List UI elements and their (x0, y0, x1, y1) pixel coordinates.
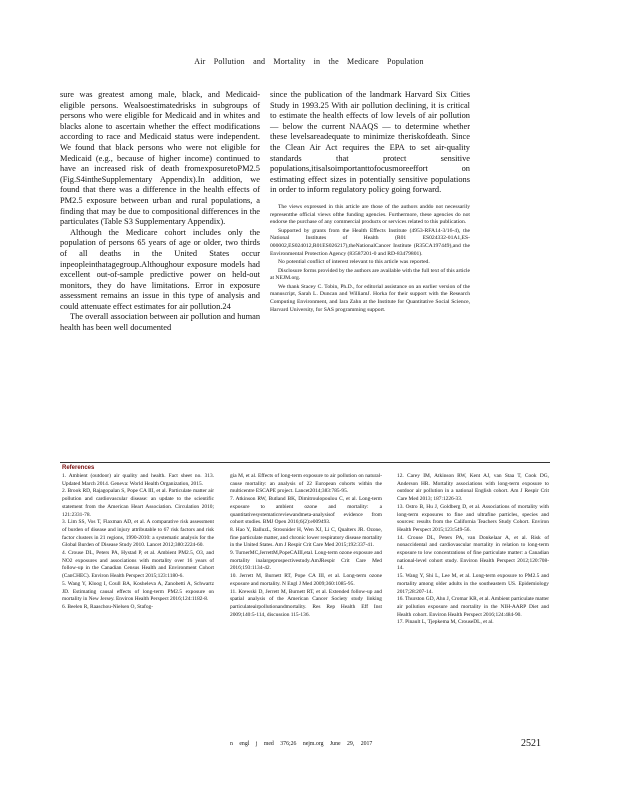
reference-item: 13. Ostro B, Hu J, Goldberg D, et al. Associations of mortality with long-term exposures to fine and ultrafine particles, species and sources: results from the California Teachers Study Cohort. Environ Health Perspect 2015;123:549-56. (397, 503, 549, 533)
body-paragraph: sure was greatest among male, black, and Medicaid-eligible persons. Wealsoestimatedrisks in subgroups of persons who were eligible for Medicaid and in whites and blacks alone to ascertain whether the effect modifications according to race and Medicaid status were independent. We found that black persons who were not eligible for Medicaid (e.g., because of higher income) continued to have an increased risk of death fromexposuretoPM2.5 (Fig.S4intheSupplementary Appendix).In addition, we found that there was a difference in the health effects of PM2.5 exposure between urban and rural populations, a finding that may be due to compositional differences in the particulates (Table S3 Supplementary Appendix). (60, 90, 260, 227)
note-paragraph: Disclosure forms provided by the authors are available with the full text of this article at NEJM.org. (270, 267, 470, 282)
body-paragraph: since the publication of the landmark Harvard Six Cities Study in 1993.25 With air pollution declining, it is critical to estimate the health effects of low levels of air pollution — below the current NAAQS — to determine whether these levelsareadequate to minimize theriskofdeath. Since the Clean Air Act requires the EPA to set air-quality standards that protect sensitive populations,itisalsoimportanttofocusmoreeffort on estimating effect sizes in potentially sensitive populations in order to inform regulatory policy going forward. (270, 90, 470, 195)
reference-item: 8. Hao Y, BalluzL, Strosnider H, Wen XJ, Li C, Qualters JR. Ozone, fine particulate matter, and chronic lower respiratory disease mortality in the United States. Am J Respir Crit Care Med 2015;192:337-41. (230, 526, 382, 549)
author-notes (270, 204, 470, 314)
body-column-right (270, 90, 470, 315)
references-column-2 (230, 473, 382, 619)
running-header: Air Pollution and Mortality in the Medicare Population (194, 57, 424, 66)
section-divider (60, 462, 550, 463)
note-paragraph: The views expressed in this article are those of the authors anddo not necessarily representthe official views ofthe funding agencies. Furthermore, these agencies do not endorse the purchase of any commercial products or services related to this publication. (270, 203, 470, 226)
reference-item: 2. Brook RD, Rajagopalan S, Pope CA III, et al. Particulate matter air pollution and cardiovascular disease: an update to the scientific statement from the American Heart Association. Circulation 2010; 121:2331-78. (62, 488, 214, 518)
page-number: 2521 (521, 738, 541, 749)
reference-item: gia M, et al. Effects of long-term exposure to air pollution on natural-cause mortality: an analysis of 22 European cohorts within the multicentre ESCAPE project. Lancet2014;383:785-95. (230, 473, 382, 495)
note-paragraph: No potential conflict of interest relevant to this article was reported. (278, 259, 430, 266)
reference-item: 7. Atkinson RW, Butland BK, Dimitroulopoulou C, et al. Long-term exposure to ambient ozone and mortality: a quantitativesystematicreviewandmeta-analysisof evidence from cohort studies. BMJ Open 2016;6(2):e009493. (230, 496, 382, 526)
reference-item: 4. Crouse DL, Peters PA, Hystad P, et al. Ambient PM2.5, O3, and NO2 exposures and associations with mortality over 16 years of follow-up in the Canadian Census Health and Environment Cohort (CanCHEC). Environ Health Perspect 2015;123:1180-6. (62, 550, 214, 580)
body-column-left (60, 90, 260, 334)
reference-item: 14. Crouse DL, Peters PA, van Donkelaar A, et al. Risk of nonaccidental and cardiovascular mortality in relation to long-term exposure to low concentrations of fine particulate matter: a Canadian national-level cohort study. Environ Health Perspect 2012;120:708-14. (397, 534, 549, 572)
reference-item: 11. Krewski D, Jerrett M, Burnett RT, et al. Extended follow-up and spatial analysis of the American Cancer Society study linking particulateairpollutionandmortality. Res Rep Health Eff Inst 2009;140:5-114, discussion 115-136. (230, 588, 382, 618)
reference-item: 9. TurnerMC,JerrettM,PopeCAIII,etal. Long-term ozone exposure and mortality inalargeprospectivestudy.AmJRespir Crit Care Med 2016;193:1134-42. (230, 550, 382, 572)
reference-item: 3. Lim SS, Vos T, Flaxman AD, et al. A comparative risk assessment of burden of disease and injury attributable to 67 risk factors and risk factor clusters in 21 regions, 1990-2010: a systematic analysis for the Global Burden of Disease Study 2010. Lancet 2012;380:2224-60. (62, 519, 214, 549)
reference-item: 12. Carey IM, Atkinson RW, Kent AJ, van Staa T, Cook DG, Anderson HR. Mortality associations with long-term exposure to outdoor air pollution in a national English cohort. Am J Respir Crit Care Med 2013; 187:1226-33. (397, 473, 549, 503)
body-paragraph: The overall association between air pollution and human health has been well documented (60, 312, 261, 333)
reference-item: 1. Ambient (outdoor) air quality and health. Fact sheet no. 313. Updated March 2014. Geneva: World Health Organization, 2015. (62, 473, 214, 487)
body-paragraph: Although the Medicare cohort includes only the population of persons 65 years of age or older, two thirds of all deaths in the United States occur inpeopleinthatagegroup.Althoughour exposure models had excellent out-of-sample predictive power on held-out monitors, they do have limitations. Error in exposure assessment remains an issue in this type of analysis and could attenuate effect estimates for air pollution.24 (60, 227, 260, 311)
references-column-3 (397, 473, 549, 627)
reference-item: 15. Wang Y, Shi L, Lee M, et al. Long-term exposure to PM2.5 and mortality among older adults in the southeastern US. Epidemiology 2017;28:207-14. (397, 573, 549, 595)
references-column-1 (62, 473, 214, 612)
reference-item: 17. Pinault L, Tjepkema M, CrouseDL, et al. (397, 619, 494, 626)
references-heading: References (62, 465, 95, 471)
note-paragraph: We thank Stacey C. Tobin, Ph.D., for editorial assistance on an earlier version of the manuscript, Sarah L. Duncan and WilliamJ. Horka for their support with the Research Computing Environment, and Iara Zahn at the Institute for Quantitative Social Science, Harvard University, for SAS programming support. (270, 283, 470, 313)
reference-item: 6. Beelen R, Raaschou-Nielsen O, Stafog- (62, 603, 154, 610)
note-paragraph: Supported by grants from the Health Effects Institute (4953-RFA14-3/16-4), the National Institutes of Health (R01 ES024332-01A1,ES-000002,ES024012,R01ES026217),theNationalCancer Institute (R35CA197449),and the Environmental Protection Agency (83587201-0 and RD-83479801). (270, 227, 470, 257)
reference-item: 16. Thurston GD, Ahn J, Cromar KR, et al. Ambient particulate matter air pollution exposure and mortality in the NIH-AARP Diet and Health cohort. Environ Health Perspect 2016;124:484-90. (397, 596, 550, 618)
reference-item: 10. Jerrett M, Burnett RT, Pope CA III, et al. Long-term ozone exposure and mortality. N Engl J Med 2009;360:1085-95. (230, 573, 382, 587)
journal-footer: n engl j med 376;26 nejm.org June 29, 2017 (230, 741, 373, 747)
reference-item: 5. Wang Y, Kloog I, Coull BA, Kosheleva A, Zanobetti A, Schwartz JD. Estimating causal effects of long-term PM2.5 exposure on mortality in New Jersey. Environ Health Perspect 2016;124:1182-8. (62, 580, 214, 603)
